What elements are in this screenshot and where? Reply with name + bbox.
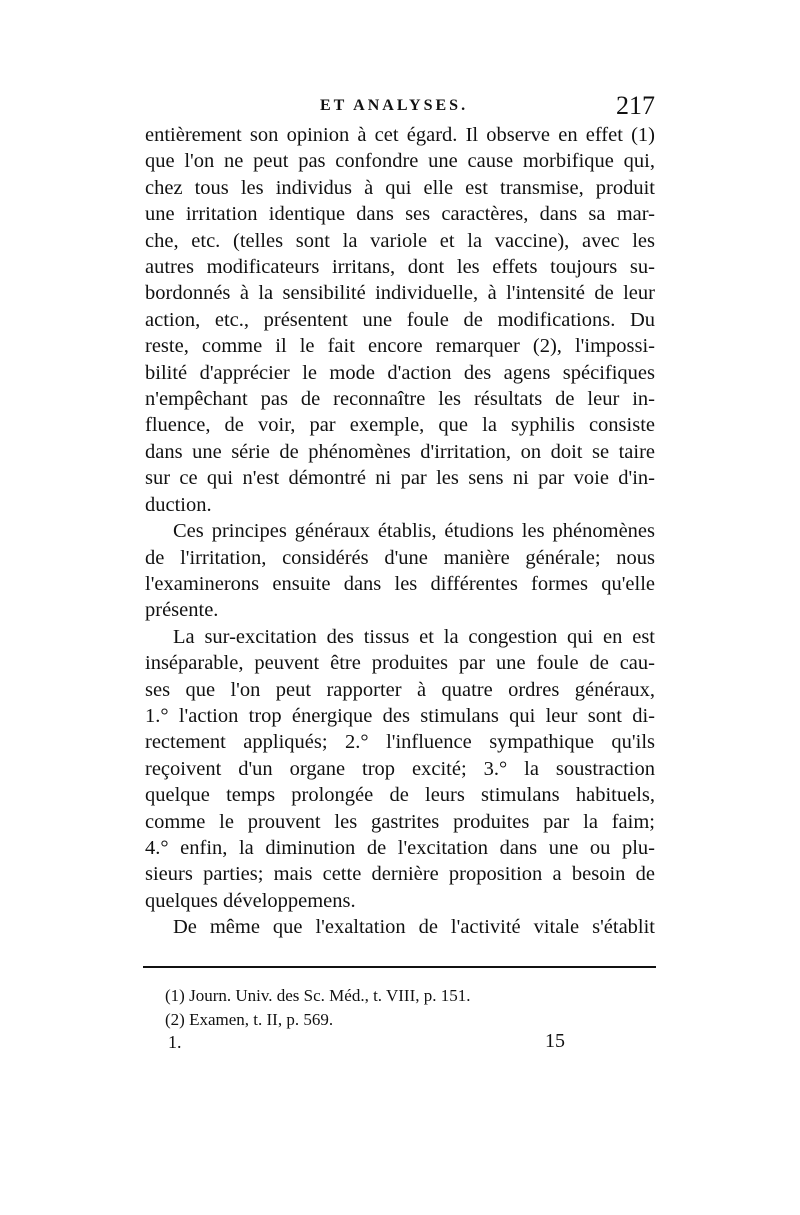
text-line: entièrement son opinion à cet égard. Il observe en effet (1): [145, 124, 655, 146]
text-line: 1.° l'action trop énergique des stimulans qui leur sont di-: [145, 704, 655, 727]
text-line: sur ce qui n'est démontré ni par les sens ni par voie d'in-: [145, 467, 655, 490]
text-line: rectement appliqués; 2.° l'influence sympathique qu'ils: [145, 731, 655, 754]
text-line: une irritation identique dans ses caractères, dans sa mar-: [145, 203, 655, 226]
text-line: action, etc., présentent une foule de modifications. Du: [145, 308, 655, 331]
text-line: 4.° enfin, la diminution de l'excitation dans une ou plu-: [145, 836, 655, 859]
page-number: 217: [616, 91, 655, 120]
text-line: présente.: [145, 599, 219, 622]
footnote-2: (2) Examen, t. II, p. 569.: [165, 1010, 334, 1029]
text-line: Ces principes généraux établis, étudions les phénomènes: [173, 520, 655, 543]
sheet-number: 15: [545, 1030, 565, 1052]
footnote-1: (1) Journ. Univ. des Sc. Méd., t. VIII, p. 151.: [165, 986, 471, 1005]
body-text: [145, 122, 655, 941]
text-line: inséparable, peuvent être produites par une foule de cau-: [145, 652, 655, 675]
footnote-rule: [143, 966, 656, 968]
text-line: sieurs parties; mais cette dernière proposition a besoin de: [145, 863, 655, 886]
paragraph-1: [145, 122, 655, 518]
text-line: de l'irritation, considérés d'une manière générale; nous: [145, 546, 655, 569]
running-head: ET ANALYSES.: [320, 97, 469, 114]
text-line: bordonnés à la sensibilité individuelle, à l'intensité de leur: [145, 282, 655, 305]
text-line: comme le prouvent les gastrites produites par la faim;: [145, 810, 655, 833]
text-line: De même que l'exaltation de l'activité vitale s'établit: [173, 916, 655, 939]
paragraph-2: [145, 518, 655, 624]
paragraph-4: [145, 914, 655, 940]
text-line: que l'on ne peut pas confondre une cause morbifique qui,: [145, 150, 655, 173]
paragraph-3: [145, 624, 655, 914]
text-line: quelques développemens.: [145, 889, 356, 912]
text-line: reçoivent d'un organe trop excité; 3.° la soustraction: [145, 757, 655, 780]
text-line: n'empêchant pas de reconnaître les résultats de leur in-: [145, 388, 655, 411]
page-header: [145, 91, 655, 125]
text-line: l'examinerons ensuite dans les différentes formes qu'elle: [145, 572, 655, 595]
text-line: fluence, de voir, par exemple, que la syphilis consiste: [145, 414, 655, 437]
text-line: duction.: [145, 493, 212, 516]
text-line: bilité d'apprécier le mode d'action des agens spécifiques: [145, 361, 655, 384]
text-line: quelque temps prolongée de leurs stimulans habituels,: [145, 784, 655, 807]
text-line: reste, comme il le fait encore remarquer (2), l'impossi-: [145, 335, 655, 358]
text-line: ses que l'on peut rapporter à quatre ordres généraux,: [145, 678, 655, 701]
signature-mark: 1.: [168, 1032, 182, 1052]
text-line: dans une série de phénomènes d'irritation, on doit se taire: [145, 440, 655, 463]
text-line: che, etc. (telles sont la variole et la vaccine), avec les: [145, 229, 655, 252]
text-line: La sur-excitation des tissus et la congestion qui en est: [173, 625, 655, 648]
text-line: autres modificateurs irritans, dont les effets toujours su-: [145, 256, 655, 279]
footnotes: [165, 984, 471, 1032]
text-line: chez tous les individus à qui elle est transmise, produit: [145, 176, 655, 199]
